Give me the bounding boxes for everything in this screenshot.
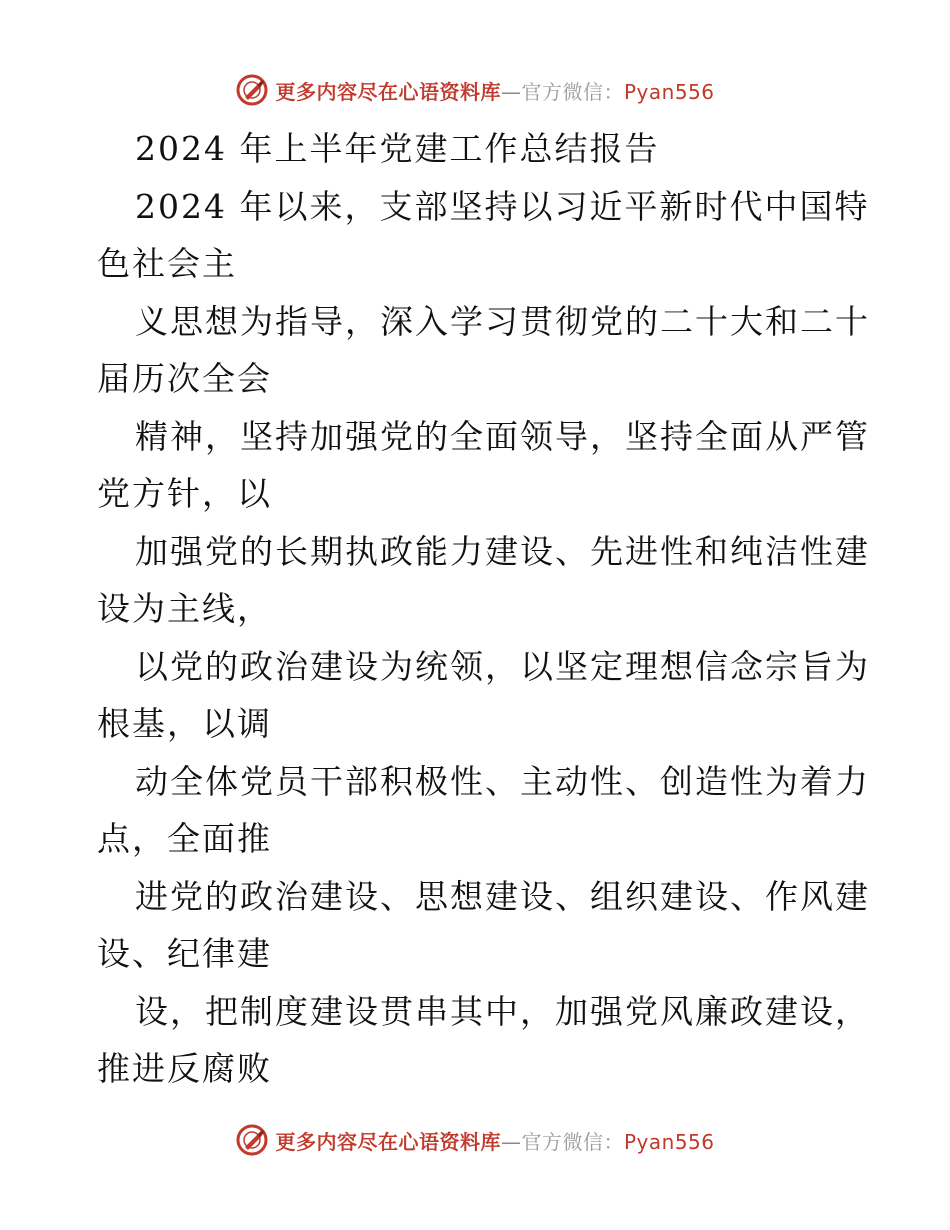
banner-dash: — — [500, 1129, 522, 1154]
paragraph-line: 色社会主 — [97, 244, 237, 283]
banner-lead: 更多内容尽在心语资料库 — [275, 1129, 501, 1154]
paragraph-line: 设、纪律建 — [97, 934, 272, 973]
banner-wechat-label: 官方微信： — [521, 79, 624, 104]
paragraph-line: 推进反腐败 — [97, 1049, 272, 1088]
paragraph-line: 党方针，以 — [97, 474, 272, 513]
pen-nib-circle-icon — [235, 1123, 269, 1157]
paragraph-line: 届历次全会 — [97, 359, 272, 398]
paragraph-line: 加强党的长期执政能力建设、先进性和纯洁性建 — [135, 531, 870, 571]
paragraph-line: 点，全面推 — [97, 819, 272, 858]
paragraph-line: 设，把制度建设贯串其中，加强党风廉政建设， — [135, 991, 870, 1031]
pen-nib-circle-icon — [235, 73, 269, 107]
footer-banner — [0, 1120, 950, 1160]
paragraph-line: 动全体党员干部积极性、主动性、创造性为着力 — [135, 761, 870, 801]
banner-wechat-label: 官方微信： — [521, 1129, 624, 1154]
header-banner — [0, 70, 950, 110]
document-body — [97, 120, 870, 1098]
banner-wechat-id: Pyan556 — [623, 79, 715, 104]
paragraph-line: 设为主线， — [97, 589, 272, 628]
banner-text — [275, 1126, 714, 1155]
paragraph-line: 进党的政治建设、思想建设、组织建设、作风建 — [135, 876, 870, 916]
banner-dash: — — [500, 79, 522, 104]
banner-lead: 更多内容尽在心语资料库 — [275, 79, 501, 104]
paragraph-line: 2024 年以来，支部坚持以习近平新时代中国特 — [135, 186, 870, 226]
paragraph-line: 根基，以调 — [97, 704, 272, 743]
banner-text — [275, 76, 714, 105]
document-title: 2024 年上半年党建工作总结报告 — [135, 129, 660, 168]
paragraph-line: 以党的政治建设为统领，以坚定理想信念宗旨为 — [135, 646, 870, 686]
paragraph-line: 义思想为指导，深入学习贯彻党的二十大和二十 — [135, 301, 870, 341]
paragraph-line: 精神，坚持加强党的全面领导，坚持全面从严管 — [135, 416, 870, 456]
banner-wechat-id: Pyan556 — [623, 1129, 715, 1154]
